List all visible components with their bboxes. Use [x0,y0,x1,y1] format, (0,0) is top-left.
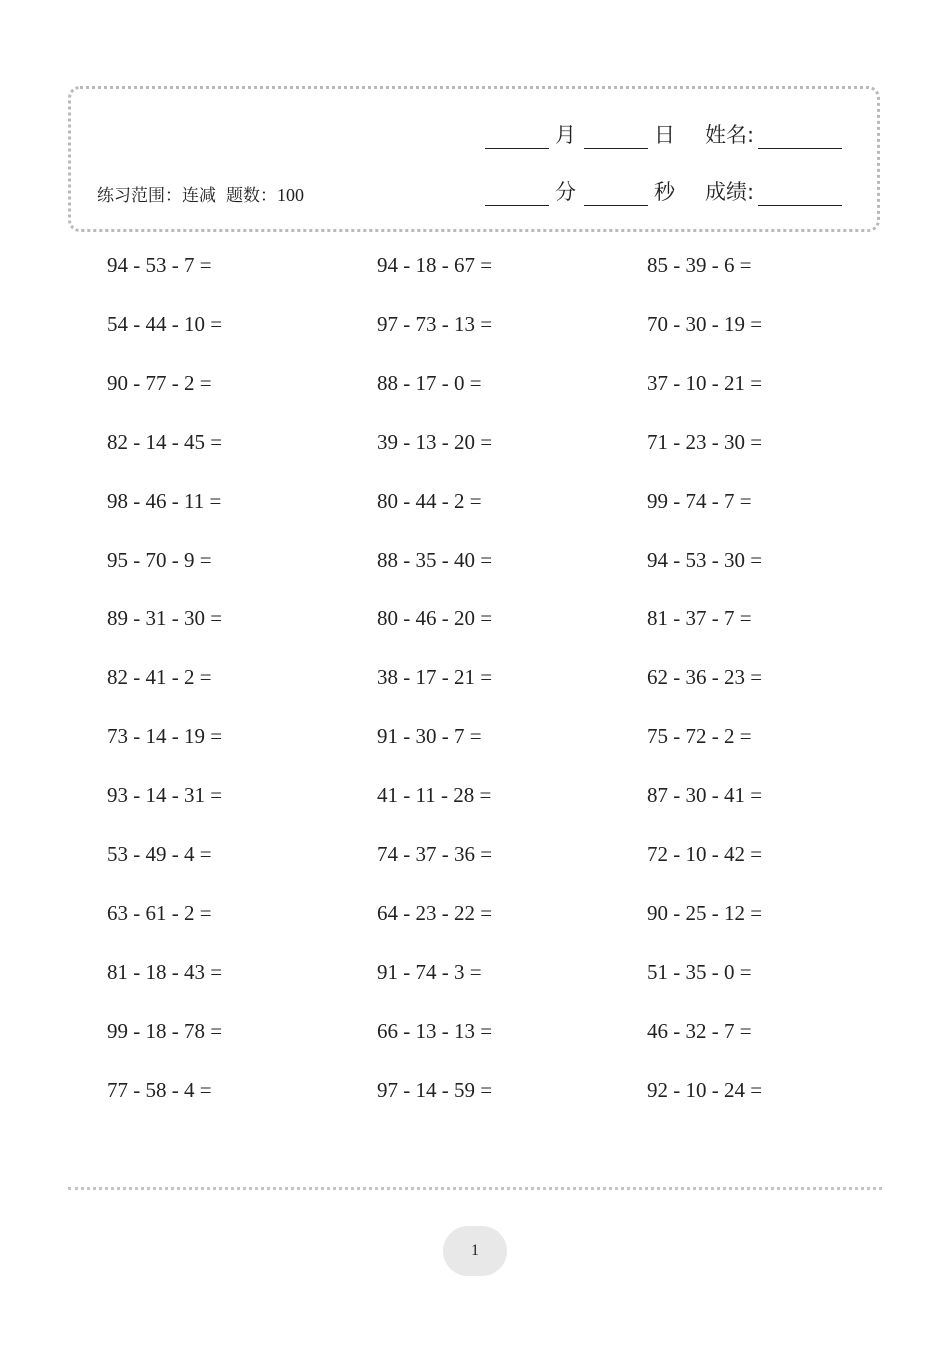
problem-item: 62 - 36 - 23 = [647,665,763,690]
problem-item: 37 - 10 - 21 = [647,370,763,395]
problem-item: 54 - 44 - 10 = [107,311,223,336]
day-blank[interactable] [584,126,648,149]
problem-item: 63 - 61 - 2 = [107,900,212,925]
problem-item: 93 - 14 - 31 = [107,783,223,808]
problem-item: 77 - 58 - 4 = [107,1077,212,1102]
problem-item: 39 - 13 - 20 = [377,429,493,454]
practice-range-label: 练习范围：连减 [97,186,216,206]
problem-item: 94 - 53 - 7 = [107,253,212,277]
problem-item: 53 - 49 - 4 = [107,842,212,866]
problem-item: 46 - 32 - 7 = [647,1018,752,1043]
month-blank[interactable] [485,126,549,149]
problem-item: 80 - 44 - 2 = [377,488,482,513]
problem-item: 89 - 31 - 30 = [107,606,223,631]
problem-item: 75 - 72 - 2 = [647,724,752,749]
problem-item: 92 - 10 - 24 = [647,1077,763,1102]
problem-item: 90 - 25 - 12 = [647,900,763,925]
problem-item: 41 - 11 - 28 = [377,783,492,808]
name-blank[interactable] [758,126,842,149]
problem-item: 82 - 14 - 45 = [107,429,223,454]
problem-item: 80 - 46 - 20 = [377,606,493,631]
practice-info [97,181,304,206]
problem-item: 91 - 74 - 3 = [377,959,482,984]
second-blank[interactable] [584,183,648,206]
second-label: 秒 [654,180,675,204]
minute-blank[interactable] [485,183,549,206]
problem-item: 88 - 35 - 40 = [377,547,493,572]
day-label: 日 [654,123,675,147]
question-count-label: 题数： [226,186,277,206]
problem-item: 66 - 13 - 13 = [377,1018,493,1043]
question-count-value: 100 [277,185,304,205]
problem-item: 98 - 46 - 11 = [107,488,222,513]
month-label: 月 [555,123,576,147]
problem-item: 85 - 39 - 6 = [647,253,752,277]
problem-item: 72 - 10 - 42 = [647,842,763,866]
time-score-row [485,176,842,206]
page-number: 1 [471,1242,479,1259]
problem-item: 70 - 30 - 19 = [647,311,763,336]
problem-item: 95 - 70 - 9 = [107,547,212,572]
problem-item: 91 - 30 - 7 = [377,724,482,749]
score-label: 成绩: [705,180,755,204]
problem-item: 38 - 17 - 21 = [377,665,493,690]
problem-item: 88 - 17 - 0 = [377,370,482,395]
page-number-badge [443,1226,507,1276]
problem-item: 73 - 14 - 19 = [107,724,223,749]
problem-item: 81 - 37 - 7 = [647,606,752,631]
problem-item: 99 - 18 - 78 = [107,1018,223,1043]
problem-item: 81 - 18 - 43 = [107,959,223,984]
problem-item: 97 - 73 - 13 = [377,311,493,336]
problem-item: 90 - 77 - 2 = [107,370,212,395]
problem-item: 64 - 23 - 22 = [377,900,493,925]
score-blank[interactable] [758,183,842,206]
problem-item: 82 - 41 - 2 = [107,665,212,690]
footer-divider [68,1187,882,1190]
problem-item: 51 - 35 - 0 = [647,959,752,984]
problem-item: 74 - 37 - 36 = [377,842,493,866]
worksheet-header [68,86,880,232]
name-label: 姓名: [705,123,755,147]
problem-item: 87 - 30 - 41 = [647,783,763,808]
problem-item: 94 - 18 - 67 = [377,253,493,277]
problem-item: 71 - 23 - 30 = [647,429,763,454]
problem-item: 99 - 74 - 7 = [647,488,752,513]
minute-label: 分 [555,180,576,204]
date-name-row [485,119,842,149]
problem-item: 97 - 14 - 59 = [377,1077,493,1102]
problem-item: 94 - 53 - 30 = [647,547,763,572]
